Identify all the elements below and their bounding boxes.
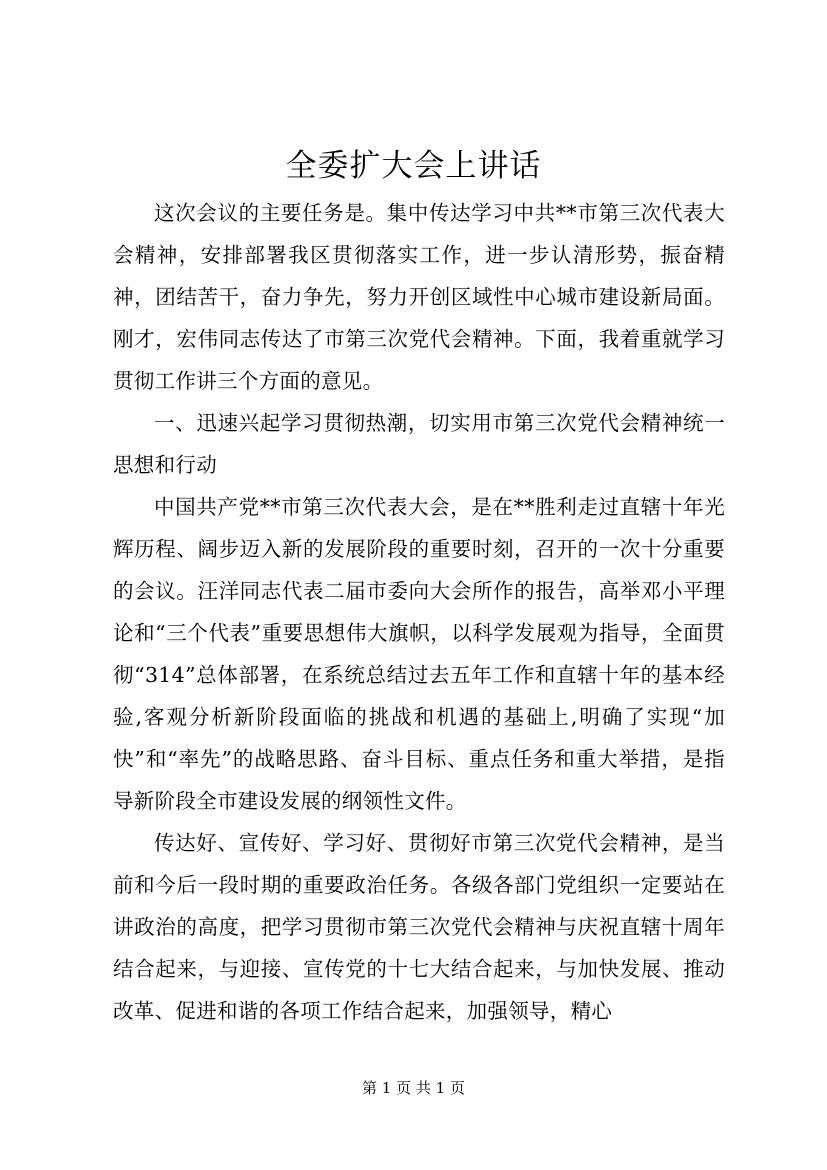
- document-body: [113, 192, 725, 1032]
- section-heading-1: 一、迅速兴起学习贯彻热潮，切实用市第三次党代会精神统一思想和行动: [113, 411, 725, 477]
- paragraph-intro: 这次会议的主要任务是。集中传达学习中共**市第三次代表大会精神，安排部署我区贯彻落实工作，进一步认清形势，振奋精神，团结苦干，奋力争先，努力开创区域性中心城市建设新局面。刚才，宏伟同志传达了市第三次党代会精神。下面，我着重就学习贯彻工作讲三个方面的意见。: [113, 201, 725, 393]
- page-footer: 第 1 页 共 1 页: [362, 1079, 465, 1097]
- paragraph-congress: 中国共产党**市第三次代表大会，是在**胜利走过直辖十年光辉历程、阔步迈入新的发展阶段的重要时刻，召开的一次十分重要的会议。汪洋同志代表二届市委向大会所作的报告，高举邓小平理论和“三个代表”重要思想伟大旗帜，以科学发展观为指导，全面贯彻“314”总体部署，在系统总结过去五年工作和直辖十年的基本经验,客观分析新阶段面临的挑战和机遇的基础上,明确了实现“加快”和“率先”的战略思路、奋斗目标、重点任务和重大举措，是指导新阶段全市建设发展的纲领性文件。: [113, 495, 725, 813]
- paragraph-task: 传达好、宣传好、学习好、贯彻好市第三次党代会精神，是当前和今后一段时期的重要政治任务。各级各部门党组织一定要站在讲政治的高度，把学习贯彻市第三次党代会精神与庆祝直辖十周年结合起来，与迎接、宣传党的十七大结合起来，与加快发展、推动改革、促进和谐的各项工作结合起来，加强领导，精心: [113, 831, 725, 1023]
- document-title: 全委扩大会上讲话: [285, 148, 542, 184]
